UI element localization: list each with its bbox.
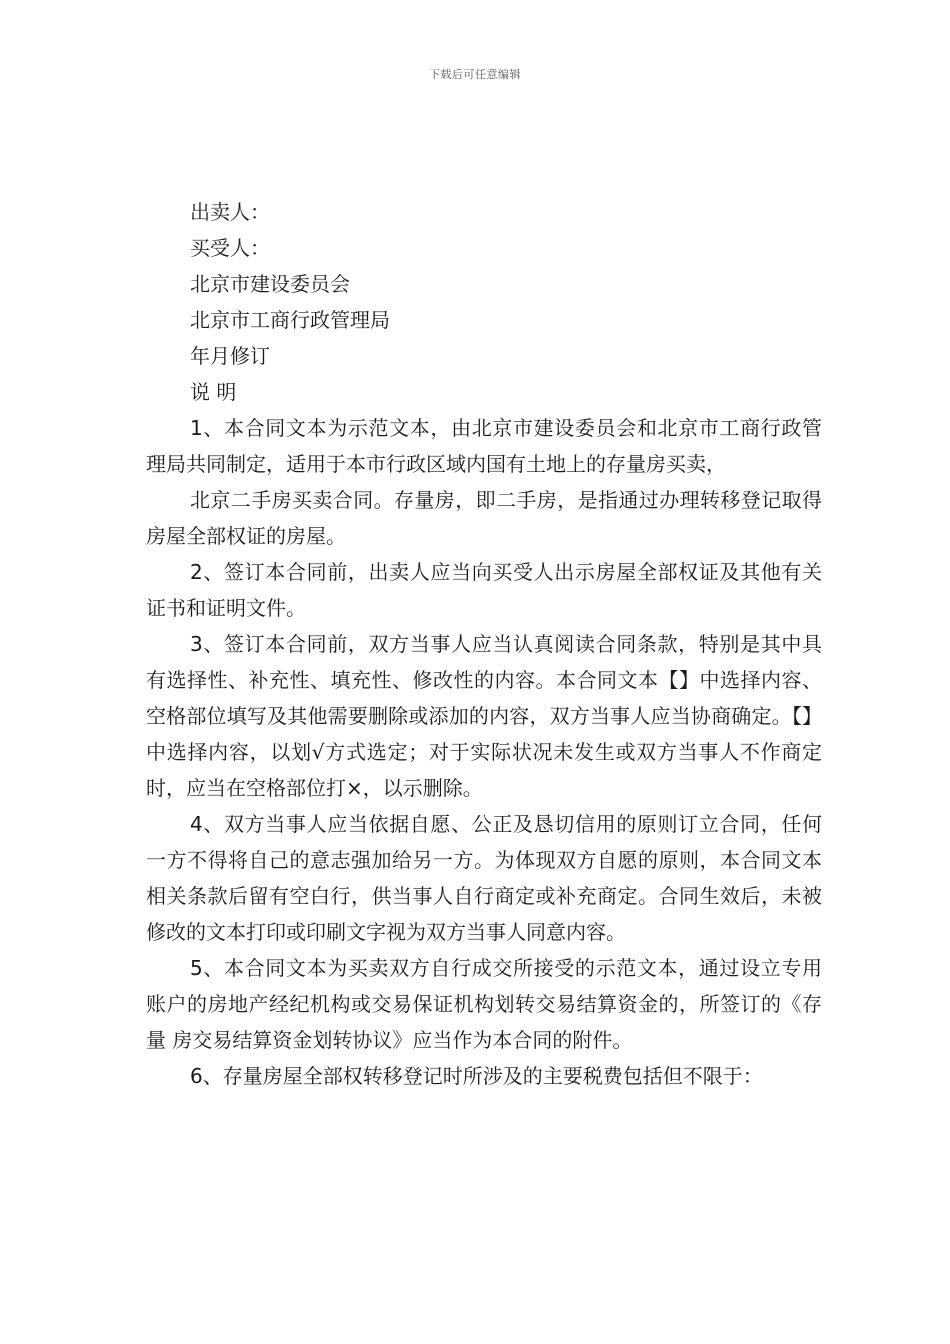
paragraph-6: 6、存量房屋全部权转移登记时所涉及的主要税费包括但不限于： [190,1064,763,1088]
page-header-note: 下载后可任意编辑 [429,68,521,81]
paragraph-2: 2、签订本合同前，出卖人应当向买受人出示房屋全部权证及其他有关证书和证明文件。 [146,560,822,620]
paragraph-5: 5、本合同文本为买卖双方自行成交所接受的示范文本，通过设立专用账户的房地产经纪机构或交易保证机构划转交易结算资金的，所签订的《存量 房交易结算资金划转协议》应当作为本合同的附件。 [146,956,822,1052]
document-body [146,194,822,1094]
organization-line-1: 北京市建设委员会 [190,272,350,296]
revision-line: 年月修订 [190,344,270,368]
organization-line-2: 北京市工商行政管理局 [190,308,390,332]
paragraph-1-continued: 北京二手房买卖合同。存量房，即二手房，是指通过办理转移登记取得房屋全部权证的房屋。 [146,488,822,548]
paragraph-3: 3、签订本合同前，双方当事人应当认真阅读合同条款，特别是其中具有选择性、补充性、填充性、修改性的内容。本合同文本【】中选择内容、空格部位填写及其他需要删除或添加的内容，双方当事人应当协商确定。【】中选择内容，以划√方式选定；对于实际状况未发生或双方当事人不作商定时，应当在空格部位打×，以示删除。 [146,632,822,800]
seller-line: 出卖人： [190,200,270,224]
paragraph-1: 1、本合同文本为示范文本，由北京市建设委员会和北京市工商行政管理局共同制定，适用于本市行政区域内国有土地上的存量房买卖， [146,416,822,476]
section-heading: 说 明 [190,380,237,404]
paragraph-4: 4、双方当事人应当依据自愿、公正及恳切信用的原则订立合同，任何一方不得将自己的意志强加给另一方。为体现双方自愿的原则，本合同文本相关条款后留有空白行，供当事人自行商定或补充商定。合同生效后，未被修改的文本打印或印刷文字视为双方当事人同意内容。 [146,812,822,944]
buyer-line: 买受人： [190,236,270,260]
